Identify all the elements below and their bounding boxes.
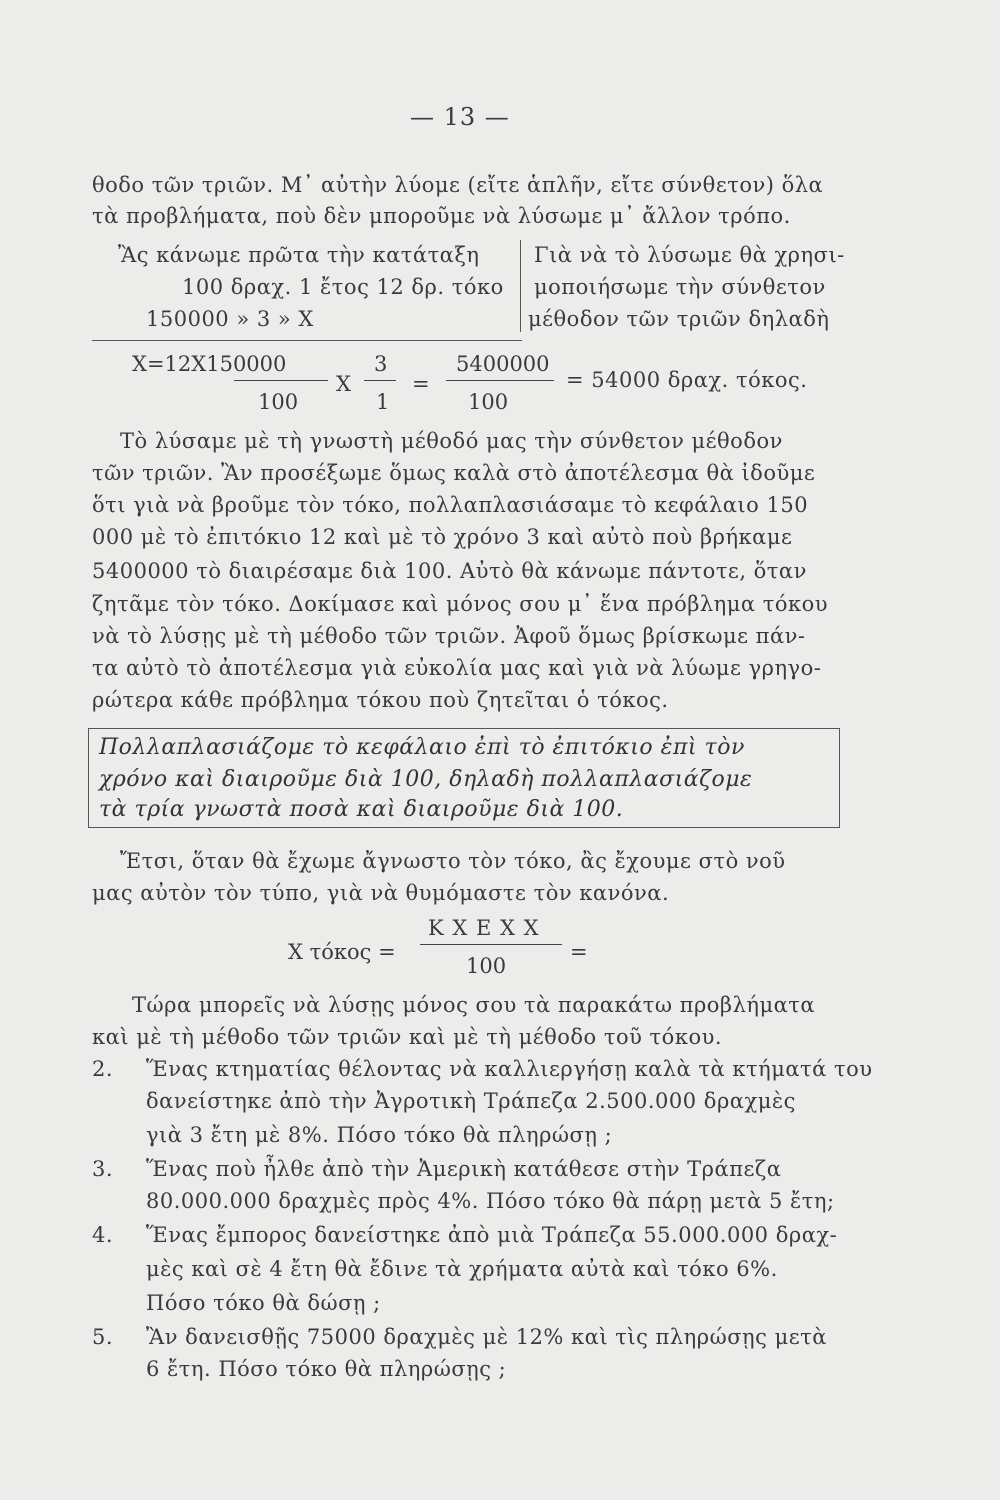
fraction-bar xyxy=(234,380,328,381)
text-line: Τώρα μπορεῖς νὰ λύσῃς μόνος σου τὰ παρακάτω προβλήματα xyxy=(132,993,816,1017)
problem-number: 2. xyxy=(92,1057,114,1081)
text-line: μας αὐτὸν τὸν τύπο, γιὰ νὰ θυμόμαστε τὸν κανόνα. xyxy=(92,881,670,905)
text-line: τὰ προβλήματα, ποὺ δὲν μποροῦμε νὰ λύσωμε μ᾿ ἄλλον τρόπο. xyxy=(92,204,791,228)
arrangement-right-line: Γιὰ νὰ τὸ λύσωμε θὰ χρησι- xyxy=(534,243,845,267)
arrangement-left-line: 100 δραχ. 1 ἔτος 12 δρ. τόκο xyxy=(182,275,504,299)
text-line: νὰ τὸ λύσῃς μὲ τὴ μέθοδο τῶν τριῶν. Ἀφοῦ ὅμως βρίσκωμε πάν- xyxy=(92,624,806,648)
problem-line: μὲς καὶ σὲ 4 ἔτη θὰ ἔδινε τὰ χρήματα αὐτὰ καὶ τόκο 6%. xyxy=(146,1257,778,1281)
fraction-bar xyxy=(364,380,396,381)
text-line: 000 μὲ τὸ ἐπιτόκιο 12 καὶ μὲ τὸ χρόνο 3 καὶ αὐτὸ ποὺ βρήκαμε xyxy=(92,525,793,549)
formula-rhs: = xyxy=(570,940,588,964)
text-line: ζητᾶμε τὸν τόκο. Δοκίμασε καὶ μόνος σου μ᾿ ἕνα πρόβλημα τόκου xyxy=(92,592,829,616)
rule-line: χρόνο καὶ διαιροῦμε διὰ 100, δηλαδὴ πολλαπλασιάζομε xyxy=(99,767,753,792)
problem-line: Ἕνας ἔμπορος δανείστηκε ἀπὸ μιὰ Τράπεζα 55.000.000 δραχ- xyxy=(146,1223,838,1247)
arrangement-left-line: Ἂς κάνωμε πρῶτα τὴν κατάταξη xyxy=(118,243,480,267)
text-line: καὶ μὲ τὴ μέθοδο τῶν τριῶν καὶ μὲ τὴ μέθοδο τοῦ τόκου. xyxy=(92,1025,723,1049)
formula-denominator: 100 xyxy=(466,954,507,978)
arrangement-right-line: μοποιήσωμε τὴν σύνθετον xyxy=(534,275,826,299)
rule-line: τὰ τρία γνωστὰ ποσὰ καὶ διαιροῦμε διὰ 100. xyxy=(99,797,624,822)
text-line: ρώτερα κάθε πρόβλημα τόκου ποὺ ζητεῖται ὁ τόκος. xyxy=(92,688,669,712)
text-line: τῶν τριῶν. Ἂν προσέξωμε ὅμως καλὰ στὸ ἀποτέλεσμα θὰ ἰδοῦμε xyxy=(92,461,816,485)
problem-number: 3. xyxy=(92,1157,114,1181)
text-line: τα αὐτὸ τὸ ἀποτέλεσμα γιὰ εὐκολία μας καὶ γιὰ νὰ λύωμε γρηγο- xyxy=(92,656,822,680)
problem-line: γιὰ 3 ἔτη μὲ 8%. Πόσο τόκο θὰ πληρώσῃ ; xyxy=(146,1123,613,1147)
arrangement-underline xyxy=(92,340,522,341)
text-line: ὅτι γιὰ νὰ βροῦμε τὸν τόκο, πολλαπλασιάσαμε τὸ κεφάλαιο 150 xyxy=(92,493,809,517)
problem-line: δανείστηκε ἀπὸ τὴν Ἀγροτικὴ Τράπεζα 2.500.000 δραχμὲς xyxy=(146,1089,796,1113)
rule-box xyxy=(88,728,840,828)
equation-result: = 54000 δραχ. τόκος. xyxy=(566,368,808,392)
problem-number: 5. xyxy=(92,1325,114,1349)
equation-denominator: 1 xyxy=(376,390,390,414)
times-sign: X xyxy=(336,372,351,396)
fraction-bar xyxy=(420,944,562,945)
text-line: Τὸ λύσαμε μὲ τὴ γνωστὴ μέθοδό μας τὴν σύνθετον μέθοδον xyxy=(120,429,783,453)
formula-numerator: K X E X X xyxy=(428,916,540,940)
equation-numerator: 5400000 xyxy=(456,352,550,376)
arrangement-right-line: μέθοδον τῶν τριῶν δηλαδὴ xyxy=(528,307,830,331)
equation-denominator: 100 xyxy=(468,390,509,414)
problem-line: 80.000.000 δραχμὲς πρὸς 4%. Πόσο τόκο θὰ πάρῃ μετὰ 5 ἔτη; xyxy=(146,1189,835,1213)
text-line: 5400000 τὸ διαιρέσαμε διὰ 100. Αὐτὸ θὰ κάνωμε πάντοτε, ὅταν xyxy=(92,559,807,583)
problem-line: Ἕνας ποὺ ἦλθε ἀπὸ τὴν Ἀμερικὴ κατάθεσε στὴν Τράπεζα xyxy=(146,1157,782,1181)
problem-line: 6 ἔτη. Πόσο τόκο θὰ πληρώσῃς ; xyxy=(146,1357,507,1381)
arrangement-divider xyxy=(520,240,521,332)
text-line: Ἔτσι, ὅταν θὰ ἔχωμε ἄγνωστο τὸν τόκο, ἂς ἔχουμε στὸ νοῦ xyxy=(120,849,786,873)
text-line: θοδο τῶν τριῶν. Μ᾿ αὐτὴν λύομε (εἴτε ἁπλῆν, εἴτε σύνθετον) ὅλα xyxy=(92,173,824,197)
problem-line: Ἕνας κτηματίας θέλοντας νὰ καλλιεργήσῃ καλὰ τὰ κτήματά του xyxy=(146,1057,873,1081)
fraction-bar xyxy=(446,380,554,381)
problem-number: 4. xyxy=(92,1223,114,1247)
problem-line: Ἂν δανεισθῇς 75000 δραχμὲς μὲ 12% καὶ τὶς πληρώσῃς μετὰ xyxy=(146,1325,827,1349)
equation-numerator: X=12X150000 xyxy=(132,352,287,376)
equation-numerator: 3 xyxy=(374,352,388,376)
equation-denominator: 100 xyxy=(258,390,299,414)
problem-line: Πόσο τόκο θὰ δώσῃ ; xyxy=(146,1291,381,1315)
formula-lhs: X τόκος = xyxy=(288,940,396,964)
equals-sign: = xyxy=(412,372,430,396)
rule-line: Πολλαπλασιάζομε τὸ κεφάλαιο ἐπὶ τὸ ἐπιτόκιο ἐπὶ τὸν xyxy=(99,735,745,760)
arrangement-left-line: 150000 » 3 » X xyxy=(146,307,314,331)
page-number: — 13 — xyxy=(410,103,510,131)
